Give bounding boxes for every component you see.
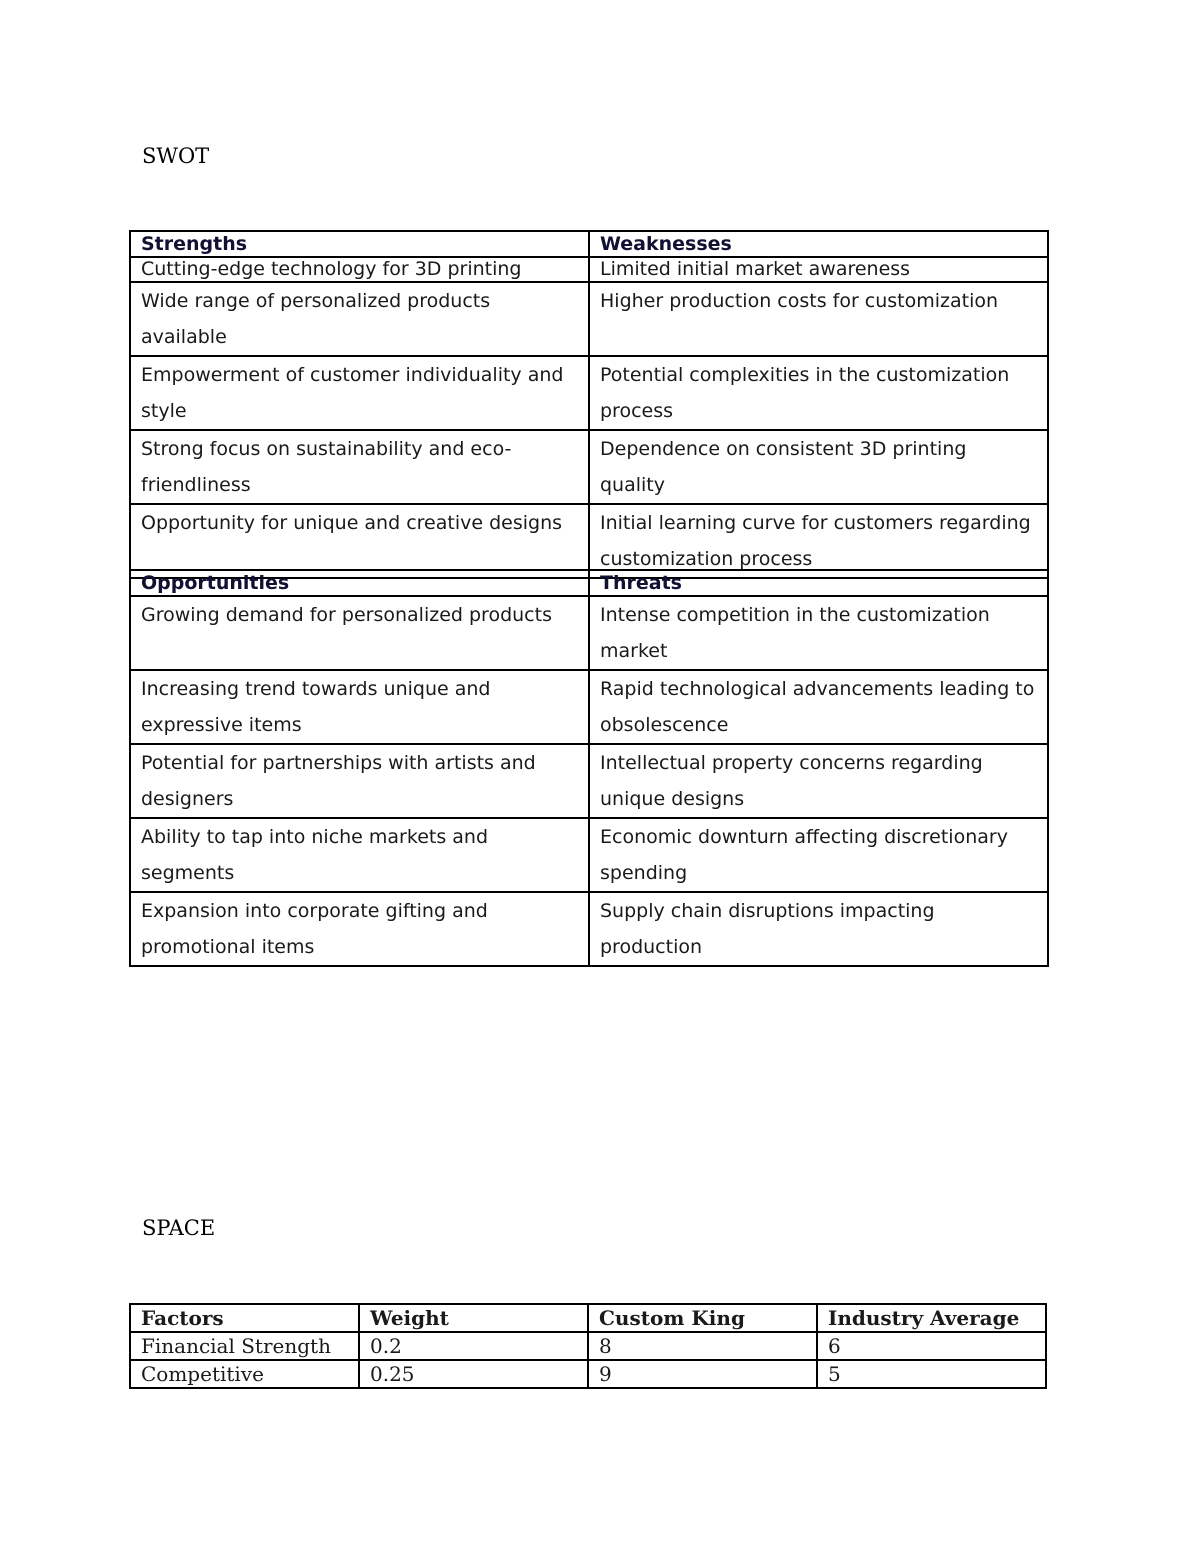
table-header-row [130, 1304, 1046, 1332]
weakness-item: Potential complexities in the customization process [589, 356, 1048, 430]
table-row [130, 670, 1048, 744]
table-row [130, 892, 1048, 966]
opportunity-item: Potential for partnerships with artists and designers [130, 744, 589, 818]
table-header-row [130, 231, 1048, 257]
weakness-item: Initial learning curve for customers regarding customization process [589, 504, 1048, 578]
industry-average-cell: 5 [817, 1360, 1046, 1388]
space-table [129, 1303, 1047, 1389]
threat-item: Intense competition in the customization market [589, 596, 1048, 670]
weight-cell: 0.2 [359, 1332, 588, 1360]
table-row [130, 257, 1048, 282]
factor-cell: Financial Strength [130, 1332, 359, 1360]
threat-item: Supply chain disruptions impacting production [589, 892, 1048, 966]
weaknesses-header: Weaknesses [589, 231, 1048, 257]
threat-item: Economic downturn affecting discretionary spending [589, 818, 1048, 892]
opportunity-item: Ability to tap into niche markets and segments [130, 818, 589, 892]
weight-cell: 0.25 [359, 1360, 588, 1388]
swot-heading: SWOT [142, 144, 210, 168]
table-row [130, 1332, 1046, 1360]
table-row [130, 818, 1048, 892]
table-row [130, 1360, 1046, 1388]
table-row [130, 356, 1048, 430]
strength-item: Empowerment of customer individuality and style [130, 356, 589, 430]
weakness-item: Dependence on consistent 3D printing quality [589, 430, 1048, 504]
strength-item: Strong focus on sustainability and eco-friendliness [130, 430, 589, 504]
swot-table-opportunities-threats [129, 569, 1049, 967]
weight-header: Weight [359, 1304, 588, 1332]
opportunity-item: Growing demand for personalized products [130, 596, 589, 670]
threats-header: Threats [589, 570, 1048, 596]
custom-king-header: Custom King [588, 1304, 817, 1332]
table-row [130, 504, 1048, 578]
opportunity-item: Expansion into corporate gifting and promotional items [130, 892, 589, 966]
threat-item: Rapid technological advancements leading to obsolescence [589, 670, 1048, 744]
opportunity-item: Increasing trend towards unique and expressive items [130, 670, 589, 744]
industry-average-cell: 6 [817, 1332, 1046, 1360]
table-row [130, 430, 1048, 504]
strengths-header: Strengths [130, 231, 589, 257]
table-row [130, 744, 1048, 818]
factor-cell: Competitive [130, 1360, 359, 1388]
weakness-item: Limited initial market awareness [589, 257, 1048, 282]
custom-king-cell: 8 [588, 1332, 817, 1360]
swot-table-strengths-weaknesses [129, 230, 1049, 579]
strength-item: Cutting-edge technology for 3D printing [130, 257, 589, 282]
strength-item: Opportunity for unique and creative designs [130, 504, 589, 578]
table-header-row [130, 570, 1048, 596]
table-row [130, 282, 1048, 356]
custom-king-cell: 9 [588, 1360, 817, 1388]
strength-item: Wide range of personalized products available [130, 282, 589, 356]
space-heading: SPACE [142, 1216, 216, 1240]
industry-average-header: Industry Average [817, 1304, 1046, 1332]
factors-header: Factors [130, 1304, 359, 1332]
opportunities-header: Opportunities [130, 570, 589, 596]
threat-item: Intellectual property concerns regarding unique designs [589, 744, 1048, 818]
weakness-item: Higher production costs for customization [589, 282, 1048, 356]
table-row [130, 596, 1048, 670]
